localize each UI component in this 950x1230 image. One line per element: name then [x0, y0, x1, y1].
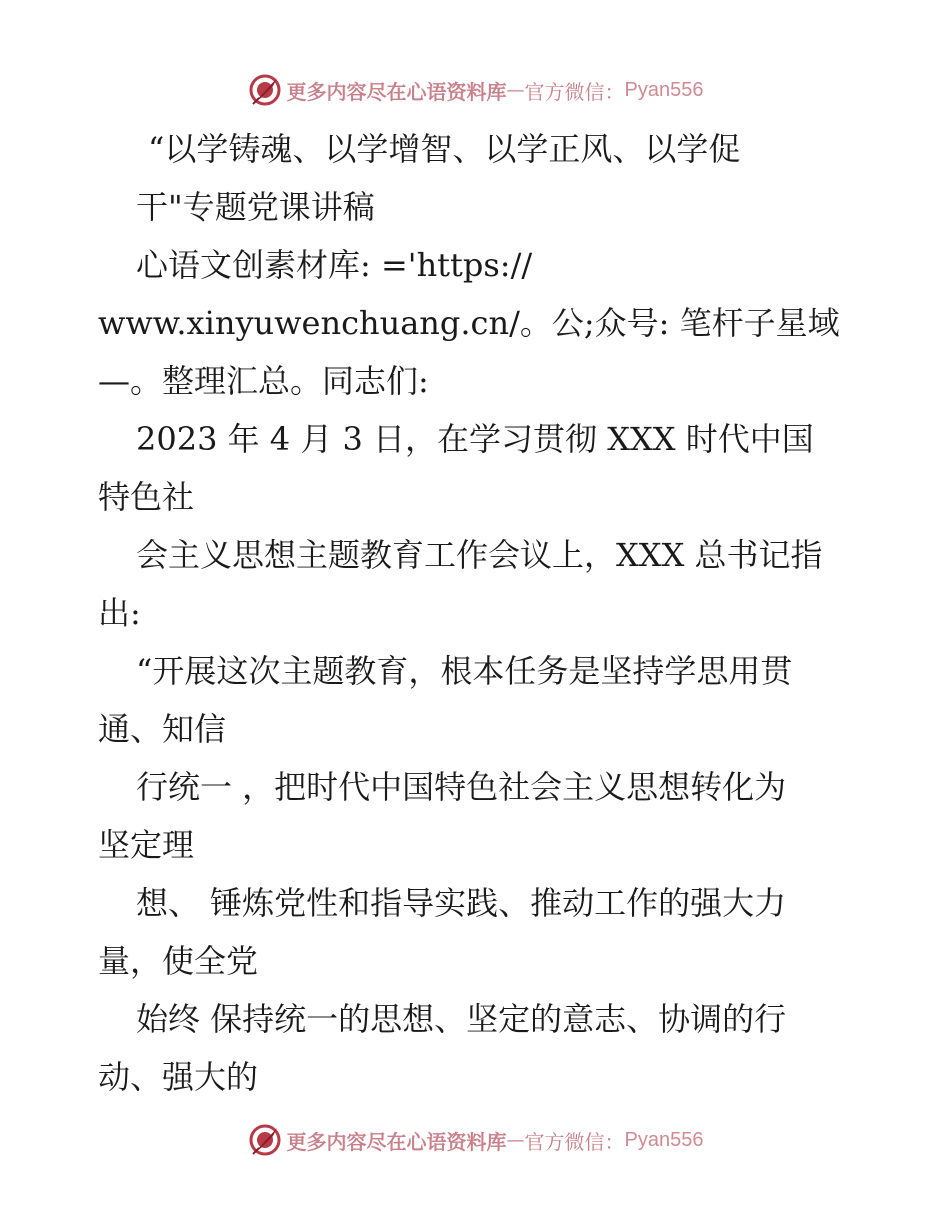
doc-line-1: “以学铸魂、以学增智、以学正风、以学促: [148, 130, 741, 168]
banner-wechat-id: Pyan556: [624, 78, 704, 101]
doc-line-14: 想、 锤炼党性和指导实践、推动工作的强大力: [136, 884, 787, 922]
banner-wechat-label: 官方微信：: [524, 79, 625, 104]
doc-line-10: “开展这次主题教育，根本任务是坚持学思用贯: [136, 652, 793, 690]
header-banner: [0, 70, 950, 110]
doc-line-13: 坚定理: [98, 826, 195, 864]
doc-line-2: 干"专题党课讲稿: [136, 188, 375, 226]
document-body: [98, 120, 858, 1106]
doc-line-6: 2023 年 4 月 3 日，在学习贯彻 XXX 时代中国: [136, 420, 814, 458]
banner-slogan: 更多内容尽在心语资料库: [286, 79, 507, 104]
quill-logo-icon: [247, 1122, 283, 1158]
doc-line-11: 通、知信: [98, 710, 227, 748]
doc-line-16: 始终 保持统一的思想、坚定的意志、协调的行: [136, 1000, 787, 1038]
banner-slogan: 更多内容尽在心语资料库: [286, 1129, 507, 1154]
doc-line-12: 行统一 ，把时代中国特色社会主义思想转化为: [136, 768, 787, 806]
doc-line-7: 特色社: [98, 478, 195, 516]
quill-logo-icon: [247, 72, 283, 108]
footer-banner: [0, 1120, 950, 1160]
banner-separator: —: [506, 79, 525, 101]
doc-line-4: www.xinyuwenchuang.cn/。公;众号: 笔杆子星域: [98, 304, 840, 342]
doc-line-9: 出:: [98, 594, 141, 632]
banner-wechat-id: Pyan556: [624, 1128, 704, 1151]
doc-line-17: 动、强大的: [98, 1058, 259, 1096]
doc-line-3: 心语文创素材库: ='https://: [136, 246, 533, 284]
doc-line-8: 会主义思想主题教育工作会议上，XXX 总书记指: [136, 536, 823, 574]
doc-line-15: 量，使全党: [98, 942, 259, 980]
banner-wechat-label: 官方微信：: [524, 1129, 625, 1154]
doc-line-5: —。整理汇总。同志们:: [98, 362, 429, 400]
banner-separator: —: [506, 1129, 525, 1151]
